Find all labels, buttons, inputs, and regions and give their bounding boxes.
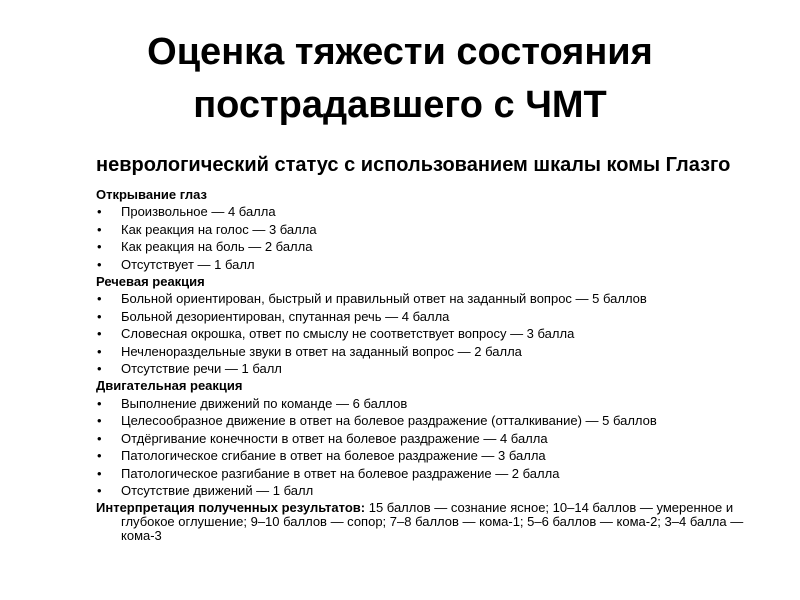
list-item: • Отдёргивание конечности в ответ на болевое раздражение — 4 балла <box>96 430 772 447</box>
interpretation-label: Интерпретация полученных результатов: <box>96 500 366 516</box>
list-item: • Патологическое сгибание в ответ на болевое раздражение — 3 балла <box>96 447 772 464</box>
section-eye-opening <box>96 186 772 273</box>
list-item: • Выполнение движений по команде — 6 баллов <box>96 395 772 412</box>
list-item: • Произвольное — 4 балла <box>96 203 772 220</box>
section-title: Речевая реакция <box>96 274 205 290</box>
list-item: • Нечленораздельные звуки в ответ на заданный вопрос — 2 балла <box>96 343 772 360</box>
slide-title-line-1: Оценка тяжести состояния <box>147 31 653 73</box>
slide-content <box>96 154 772 556</box>
list-item: • Отсутствует — 1 балл <box>96 256 772 273</box>
list-item: • Больной ориентирован, быстрый и правильный ответ на заданный вопрос — 5 баллов <box>96 290 772 307</box>
list-item: • Как реакция на голос — 3 балла <box>96 221 772 238</box>
section-title: Открывание глаз <box>96 187 207 202</box>
slide-title-line-2: пострадавшего с ЧМТ <box>193 84 607 126</box>
section-motor-response <box>96 377 772 499</box>
slide-title <box>0 26 800 132</box>
list-item: • Патологическое разгибание в ответ на болевое раздражение — 2 балла <box>96 465 772 482</box>
list-item: • Больной дезориентирован, спутанная речь — 4 балла <box>96 308 772 325</box>
list-item: • Словесная окрошка, ответ по смыслу не соответствует вопросу — 3 балла <box>96 325 772 342</box>
section-verbal-response <box>96 273 772 377</box>
bullet-list <box>96 203 772 273</box>
list-item: • Как реакция на боль — 2 балла <box>96 238 772 255</box>
interpretation <box>96 501 772 543</box>
list-item: • Отсутствие речи — 1 балл <box>96 360 772 377</box>
bullet-list <box>96 395 772 499</box>
section-title: Двигательная реакция <box>96 378 243 394</box>
list-item: • Отсутствие движений — 1 балл <box>96 482 772 499</box>
subtitle: неврологический статус с использованием шкалы комы Глазго <box>96 154 731 176</box>
bullet-list <box>96 290 772 377</box>
list-item: • Целесообразное движение в ответ на болевое раздражение (отталкивание) — 5 баллов <box>96 412 772 429</box>
interpretation-text: 15 баллов — сознание ясное; 10–14 баллов — умеренное и глубокое оглушение; 9–10 баллов — сопор; 7–8 баллов — кома-1; 5–6 баллов — кома-2; 3–4 балла — кома-3 <box>121 500 744 544</box>
